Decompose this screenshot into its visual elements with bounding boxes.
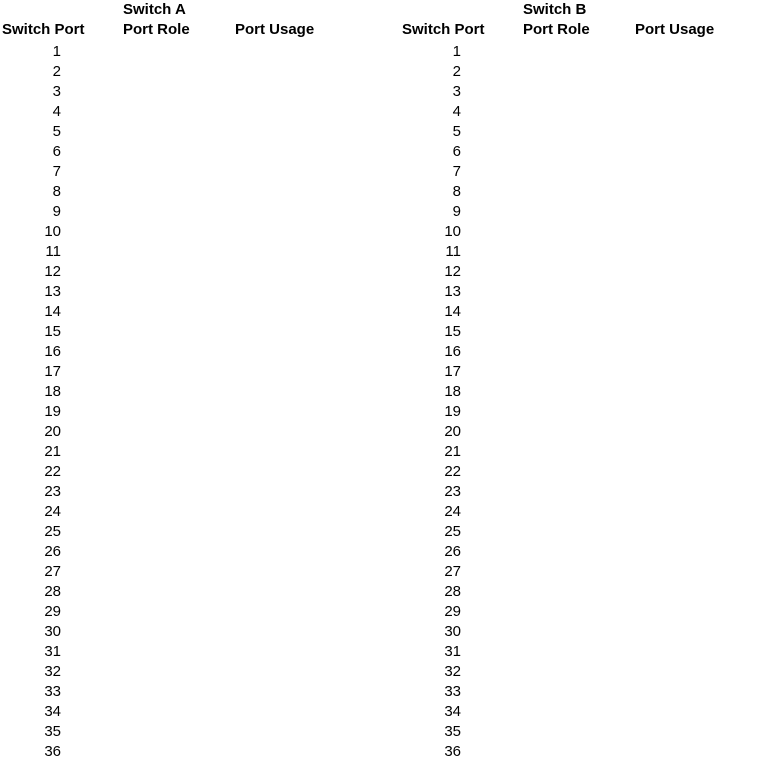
port-role-cell[interactable] <box>523 222 628 242</box>
port-row <box>400 202 762 222</box>
port-role-cell[interactable] <box>523 282 628 302</box>
switch-port-cell[interactable]: 3 <box>52 83 61 100</box>
port-row <box>0 662 362 682</box>
port-row <box>400 82 762 102</box>
port-row <box>0 742 362 761</box>
port-usage-cell[interactable] <box>235 542 345 562</box>
port-row <box>400 582 762 602</box>
port-role-cell[interactable] <box>123 62 228 82</box>
port-row <box>400 522 762 542</box>
port-usage-cell[interactable] <box>235 522 345 542</box>
port-usage-cell[interactable] <box>635 362 745 382</box>
port-usage-cell[interactable] <box>635 182 745 202</box>
switch-port-cell[interactable]: 31 <box>444 643 461 660</box>
port-role-cell[interactable] <box>523 302 628 322</box>
port-row <box>0 262 362 282</box>
switch-port-cell[interactable]: 28 <box>444 583 461 600</box>
switch-port-cell[interactable]: 10 <box>444 223 461 240</box>
port-role-cell[interactable] <box>523 322 628 342</box>
port-row <box>400 222 762 242</box>
port-role-cell[interactable] <box>523 622 628 642</box>
switch-port-cell[interactable]: 35 <box>44 723 61 740</box>
port-row <box>400 482 762 502</box>
port-usage-cell[interactable] <box>635 82 745 102</box>
port-usage-cell[interactable] <box>635 522 745 542</box>
port-role-cell[interactable] <box>123 282 228 302</box>
switch-port-cell[interactable]: 9 <box>452 203 461 220</box>
port-role-cell[interactable] <box>123 82 228 102</box>
port-role-cell[interactable] <box>123 662 228 682</box>
switch-port-cell[interactable]: 1 <box>452 43 461 60</box>
port-row <box>400 422 762 442</box>
port-usage-cell[interactable] <box>635 682 745 702</box>
port-row <box>0 102 362 122</box>
port-usage-cell[interactable] <box>635 382 745 402</box>
port-row <box>0 282 362 302</box>
port-usage-cell[interactable] <box>635 282 745 302</box>
port-role-cell[interactable] <box>523 82 628 102</box>
port-usage-cell[interactable] <box>635 42 745 62</box>
switch-port-cell[interactable]: 16 <box>444 343 461 360</box>
port-usage-cell[interactable] <box>635 142 745 162</box>
switch-port-cell[interactable]: 17 <box>44 363 61 380</box>
switch-port-cell[interactable]: 24 <box>444 503 461 520</box>
port-row <box>0 682 362 702</box>
port-row <box>400 282 762 302</box>
port-role-cell[interactable] <box>523 582 628 602</box>
header-switch-port: Switch Port <box>402 21 485 38</box>
port-row <box>0 462 362 482</box>
switch-port-cell[interactable]: 34 <box>444 703 461 720</box>
port-usage-cell[interactable] <box>235 222 345 242</box>
port-row <box>400 322 762 342</box>
port-row <box>0 302 362 322</box>
header-port-usage: Port Usage <box>235 21 315 38</box>
port-row <box>400 102 762 122</box>
port-role-cell[interactable] <box>123 162 228 182</box>
switch-port-cell[interactable]: 26 <box>44 543 61 560</box>
switch-port-cell[interactable]: 16 <box>44 343 61 360</box>
switch-port-cell[interactable]: 27 <box>44 563 61 580</box>
port-usage-cell[interactable] <box>235 122 345 142</box>
port-usage-cell[interactable] <box>235 262 345 282</box>
switch-port-cell[interactable]: 29 <box>44 603 61 620</box>
port-usage-cell[interactable] <box>235 422 345 442</box>
switch-port-cell[interactable]: 34 <box>44 703 61 720</box>
switch-port-cell[interactable]: 14 <box>44 303 61 320</box>
port-usage-cell[interactable] <box>235 702 345 722</box>
port-role-cell[interactable] <box>523 542 628 562</box>
port-usage-cell[interactable] <box>235 242 345 262</box>
port-role-cell[interactable] <box>523 722 628 742</box>
switch-port-cell[interactable]: 27 <box>444 563 461 580</box>
port-row <box>400 162 762 182</box>
port-role-cell[interactable] <box>523 662 628 682</box>
switch-port-cell[interactable]: 32 <box>444 663 461 680</box>
port-role-cell[interactable] <box>123 362 228 382</box>
switch-port-cell[interactable]: 14 <box>444 303 461 320</box>
port-role-cell[interactable] <box>523 122 628 142</box>
switch-port-cell[interactable]: 32 <box>44 663 61 680</box>
port-usage-cell[interactable] <box>235 102 345 122</box>
port-usage-cell[interactable] <box>635 162 745 182</box>
switch-port-cell[interactable]: 8 <box>52 183 61 200</box>
port-usage-cell[interactable] <box>235 402 345 422</box>
port-row <box>400 562 762 582</box>
port-role-cell[interactable] <box>123 182 228 202</box>
port-usage-cell[interactable] <box>635 562 745 582</box>
switch-a-section <box>0 0 362 761</box>
port-row <box>0 122 362 142</box>
port-row <box>400 382 762 402</box>
port-row <box>400 702 762 722</box>
switch-port-cell[interactable]: 7 <box>452 163 461 180</box>
port-row <box>0 442 362 462</box>
port-role-cell[interactable] <box>123 502 228 522</box>
port-role-cell[interactable] <box>123 122 228 142</box>
port-role-cell[interactable] <box>523 102 628 122</box>
port-usage-cell[interactable] <box>635 582 745 602</box>
port-row <box>0 642 362 662</box>
port-role-cell[interactable] <box>523 42 628 62</box>
port-row <box>0 582 362 602</box>
port-row <box>400 262 762 282</box>
switch-port-cell[interactable]: 36 <box>44 743 61 760</box>
switch-port-cell[interactable]: 5 <box>452 123 461 140</box>
port-role-cell[interactable] <box>523 482 628 502</box>
port-row <box>0 482 362 502</box>
port-role-cell[interactable] <box>123 422 228 442</box>
port-role-cell[interactable] <box>123 262 228 282</box>
switch-port-cell[interactable]: 8 <box>452 183 461 200</box>
port-role-cell[interactable] <box>123 102 228 122</box>
port-usage-cell[interactable] <box>635 402 745 422</box>
switch-port-cell[interactable]: 6 <box>52 143 61 160</box>
port-role-cell[interactable] <box>123 342 228 362</box>
group-title-switch-b: Switch B <box>523 1 587 18</box>
port-usage-cell[interactable] <box>235 342 345 362</box>
switch-port-cell[interactable]: 19 <box>444 403 461 420</box>
switch-port-cell[interactable]: 18 <box>444 383 461 400</box>
port-row <box>400 302 762 322</box>
port-row <box>400 662 762 682</box>
switch-port-cell[interactable]: 11 <box>45 243 61 260</box>
switch-port-cell[interactable]: 23 <box>444 483 461 500</box>
switch-port-cell[interactable]: 21 <box>44 443 61 460</box>
port-role-cell[interactable] <box>123 242 228 262</box>
port-usage-cell[interactable] <box>235 322 345 342</box>
port-usage-cell[interactable] <box>635 742 745 761</box>
switch-port-cell[interactable]: 5 <box>52 123 61 140</box>
port-usage-cell[interactable] <box>235 382 345 402</box>
port-row <box>0 722 362 742</box>
port-row <box>0 162 362 182</box>
port-row <box>0 542 362 562</box>
switch-port-cell[interactable]: 35 <box>444 723 461 740</box>
port-role-cell[interactable] <box>123 542 228 562</box>
port-usage-cell[interactable] <box>235 302 345 322</box>
port-row <box>0 362 362 382</box>
port-usage-cell[interactable] <box>635 642 745 662</box>
port-usage-cell[interactable] <box>635 322 745 342</box>
switch-port-cell[interactable]: 20 <box>444 423 461 440</box>
port-role-cell[interactable] <box>523 402 628 422</box>
port-usage-cell[interactable] <box>235 202 345 222</box>
port-row <box>400 642 762 662</box>
port-row <box>0 602 362 622</box>
port-usage-cell[interactable] <box>235 282 345 302</box>
port-usage-cell[interactable] <box>235 602 345 622</box>
port-usage-cell[interactable] <box>635 722 745 742</box>
group-title-switch-a: Switch A <box>123 1 186 18</box>
switch-port-cell[interactable]: 22 <box>444 463 461 480</box>
port-role-cell[interactable] <box>123 402 228 422</box>
port-usage-cell[interactable] <box>235 502 345 522</box>
switch-b-section <box>400 0 762 761</box>
port-usage-cell[interactable] <box>635 622 745 642</box>
port-role-cell[interactable] <box>123 562 228 582</box>
port-role-cell[interactable] <box>123 522 228 542</box>
port-role-cell[interactable] <box>523 442 628 462</box>
port-role-cell[interactable] <box>523 382 628 402</box>
port-row <box>0 562 362 582</box>
port-row <box>0 82 362 102</box>
port-usage-cell[interactable] <box>635 222 745 242</box>
port-role-cell[interactable] <box>123 642 228 662</box>
port-role-cell[interactable] <box>123 482 228 502</box>
port-role-cell[interactable] <box>123 382 228 402</box>
port-usage-cell[interactable] <box>635 482 745 502</box>
switch-port-cell[interactable]: 3 <box>452 83 461 100</box>
port-role-cell[interactable] <box>123 682 228 702</box>
switch-port-cell[interactable]: 2 <box>452 63 461 80</box>
header-port-role: Port Role <box>123 21 190 38</box>
port-usage-cell[interactable] <box>635 122 745 142</box>
port-row <box>0 42 362 62</box>
port-usage-cell[interactable] <box>235 82 345 102</box>
port-usage-cell[interactable] <box>235 462 345 482</box>
header-port-role: Port Role <box>523 21 590 38</box>
port-row <box>400 462 762 482</box>
port-row <box>400 42 762 62</box>
port-usage-cell[interactable] <box>635 102 745 122</box>
port-row <box>400 602 762 622</box>
port-row <box>0 342 362 362</box>
port-row <box>400 442 762 462</box>
port-usage-cell[interactable] <box>235 482 345 502</box>
port-role-cell[interactable] <box>123 602 228 622</box>
switch-port-cell[interactable]: 12 <box>44 263 61 280</box>
port-role-cell[interactable] <box>523 142 628 162</box>
port-usage-cell[interactable] <box>235 442 345 462</box>
port-row <box>400 122 762 142</box>
switch-port-cell[interactable]: 15 <box>444 323 461 340</box>
port-role-cell[interactable] <box>123 42 228 62</box>
switch-port-cell[interactable]: 28 <box>44 583 61 600</box>
port-row <box>0 382 362 402</box>
port-row <box>0 622 362 642</box>
port-row <box>0 422 362 442</box>
switch-port-cell[interactable]: 12 <box>444 263 461 280</box>
port-row <box>400 242 762 262</box>
port-role-cell[interactable] <box>523 262 628 282</box>
port-row <box>400 342 762 362</box>
switch-port-cell[interactable]: 6 <box>452 143 461 160</box>
port-role-cell[interactable] <box>123 742 228 761</box>
port-usage-cell[interactable] <box>635 442 745 462</box>
port-role-cell[interactable] <box>123 722 228 742</box>
port-usage-cell[interactable] <box>635 262 745 282</box>
port-usage-cell[interactable] <box>635 422 745 442</box>
port-usage-cell[interactable] <box>235 362 345 382</box>
port-row <box>400 502 762 522</box>
port-usage-cell[interactable] <box>235 642 345 662</box>
port-usage-cell[interactable] <box>235 622 345 642</box>
switch-port-cell[interactable]: 23 <box>44 483 61 500</box>
port-row <box>400 182 762 202</box>
switch-port-cell[interactable]: 33 <box>44 683 61 700</box>
switch-port-cell[interactable]: 30 <box>444 623 461 640</box>
switch-port-cell[interactable]: 33 <box>444 683 461 700</box>
port-row <box>0 142 362 162</box>
port-role-cell[interactable] <box>523 502 628 522</box>
port-row <box>400 62 762 82</box>
switch-port-cell[interactable]: 25 <box>44 523 61 540</box>
port-row <box>400 742 762 761</box>
port-usage-cell[interactable] <box>235 142 345 162</box>
port-row <box>400 722 762 742</box>
switch-port-cell[interactable]: 7 <box>52 163 61 180</box>
port-role-cell[interactable] <box>523 702 628 722</box>
switch-port-cell[interactable]: 10 <box>44 223 61 240</box>
switch-port-cell[interactable]: 4 <box>52 103 61 120</box>
switch-port-cell[interactable]: 18 <box>44 383 61 400</box>
port-usage-cell[interactable] <box>235 742 345 761</box>
switch-port-cell[interactable]: 20 <box>44 423 61 440</box>
switch-port-cell[interactable]: 30 <box>44 623 61 640</box>
port-usage-cell[interactable] <box>635 62 745 82</box>
port-row <box>400 402 762 422</box>
port-usage-cell[interactable] <box>235 42 345 62</box>
port-row <box>0 222 362 242</box>
port-role-cell[interactable] <box>123 222 228 242</box>
port-role-cell[interactable] <box>523 522 628 542</box>
port-role-cell[interactable] <box>523 242 628 262</box>
switch-port-cell[interactable]: 36 <box>444 743 461 760</box>
switch-port-cell[interactable]: 31 <box>44 643 61 660</box>
port-usage-cell[interactable] <box>235 162 345 182</box>
port-usage-cell[interactable] <box>235 582 345 602</box>
port-role-cell[interactable] <box>123 322 228 342</box>
port-row <box>400 682 762 702</box>
port-role-cell[interactable] <box>123 582 228 602</box>
port-role-cell[interactable] <box>523 462 628 482</box>
port-usage-cell[interactable] <box>235 182 345 202</box>
port-usage-cell[interactable] <box>635 542 745 562</box>
switch-port-cell[interactable]: 4 <box>452 103 461 120</box>
port-role-cell[interactable] <box>523 742 628 761</box>
port-row <box>0 322 362 342</box>
switch-port-cell[interactable]: 24 <box>44 503 61 520</box>
port-role-cell[interactable] <box>123 462 228 482</box>
port-role-cell[interactable] <box>523 602 628 622</box>
port-usage-cell[interactable] <box>235 62 345 82</box>
port-usage-cell[interactable] <box>635 462 745 482</box>
port-role-cell[interactable] <box>523 562 628 582</box>
port-row <box>400 622 762 642</box>
switch-port-cell[interactable]: 13 <box>444 283 461 300</box>
header-port-usage: Port Usage <box>635 21 715 38</box>
switch-port-cell[interactable]: 15 <box>44 323 61 340</box>
switch-port-cell[interactable]: 22 <box>44 463 61 480</box>
port-usage-cell[interactable] <box>235 562 345 582</box>
port-role-cell[interactable] <box>123 202 228 222</box>
port-role-cell[interactable] <box>123 442 228 462</box>
switch-port-cell[interactable]: 26 <box>444 543 461 560</box>
port-row <box>400 142 762 162</box>
switch-port-cell[interactable]: 9 <box>52 203 61 220</box>
port-role-cell[interactable] <box>523 182 628 202</box>
port-usage-cell[interactable] <box>635 662 745 682</box>
port-row <box>0 522 362 542</box>
port-usage-cell[interactable] <box>635 242 745 262</box>
switch-port-cell[interactable]: 17 <box>444 363 461 380</box>
port-usage-cell[interactable] <box>235 722 345 742</box>
switch-port-cell[interactable]: 11 <box>445 243 461 260</box>
port-role-cell[interactable] <box>123 302 228 322</box>
port-row <box>0 202 362 222</box>
switch-port-cell[interactable]: 21 <box>444 443 461 460</box>
port-usage-cell[interactable] <box>635 502 745 522</box>
port-row <box>0 402 362 422</box>
switch-port-cell[interactable]: 25 <box>444 523 461 540</box>
switch-port-cell[interactable]: 29 <box>444 603 461 620</box>
port-role-cell[interactable] <box>523 642 628 662</box>
port-role-cell[interactable] <box>523 62 628 82</box>
port-usage-cell[interactable] <box>235 682 345 702</box>
port-row <box>0 502 362 522</box>
switch-port-cell[interactable]: 19 <box>44 403 61 420</box>
port-role-cell[interactable] <box>523 202 628 222</box>
port-role-cell[interactable] <box>523 342 628 362</box>
port-role-cell[interactable] <box>123 622 228 642</box>
switch-port-cell[interactable]: 1 <box>52 43 61 60</box>
port-usage-cell[interactable] <box>235 662 345 682</box>
switch-port-cell[interactable]: 2 <box>52 63 61 80</box>
port-row <box>0 182 362 202</box>
port-row <box>0 702 362 722</box>
port-role-cell[interactable] <box>523 362 628 382</box>
switch-port-cell[interactable]: 13 <box>44 283 61 300</box>
port-usage-cell[interactable] <box>635 302 745 322</box>
port-usage-cell[interactable] <box>635 702 745 722</box>
port-role-cell[interactable] <box>523 682 628 702</box>
header-switch-port: Switch Port <box>2 21 85 38</box>
port-role-cell[interactable] <box>523 162 628 182</box>
port-usage-cell[interactable] <box>635 202 745 222</box>
port-role-cell[interactable] <box>123 142 228 162</box>
port-usage-cell[interactable] <box>635 602 745 622</box>
port-row <box>400 542 762 562</box>
port-row <box>0 242 362 262</box>
port-row <box>400 362 762 382</box>
port-usage-cell[interactable] <box>635 342 745 362</box>
port-role-cell[interactable] <box>523 422 628 442</box>
port-row <box>0 62 362 82</box>
port-role-cell[interactable] <box>123 702 228 722</box>
